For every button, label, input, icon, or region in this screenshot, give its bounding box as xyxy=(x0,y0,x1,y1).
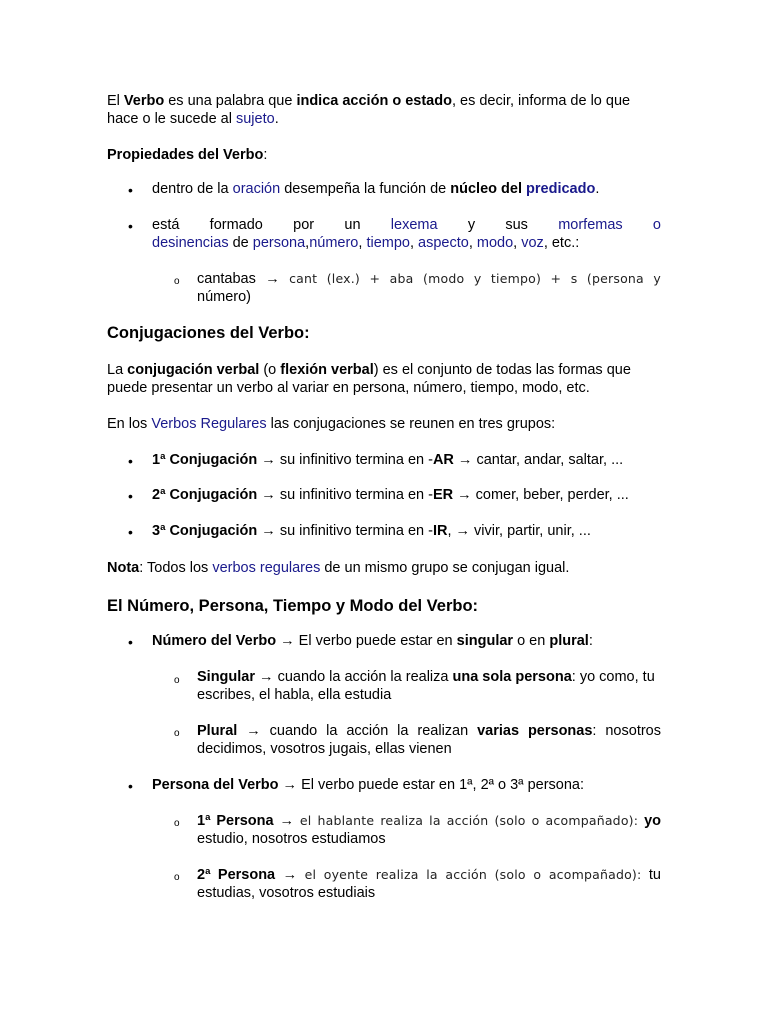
conjugaciones-heading: Conjugaciones del Verbo: xyxy=(107,324,310,342)
conjugacion-item-1: 1ª Conjugación → su infinitivo termina en -AR → cantar, andar, saltar, ... xyxy=(152,452,624,468)
desinencias-link[interactable]: desinencias xyxy=(152,235,229,251)
bullet-icon: • xyxy=(128,634,133,650)
segunda-persona-item-line2: estudias, vosotros estudiais xyxy=(197,885,376,901)
bullet-icon: • xyxy=(128,182,133,198)
circle-bullet-icon: o xyxy=(174,675,180,686)
predicado-link[interactable]: predicado xyxy=(526,181,596,197)
segunda-persona-item: 2ª Persona → el oyente realiza la acción (solo o acompañado): tu xyxy=(197,867,661,883)
morfemas-link[interactable]: morfemas xyxy=(558,217,623,233)
lexema-link[interactable]: lexema xyxy=(390,217,438,233)
bullet-icon: • xyxy=(128,218,133,234)
numero-link[interactable]: número xyxy=(309,235,359,251)
persona-link[interactable]: persona xyxy=(252,235,306,251)
circle-bullet-icon: o xyxy=(174,276,180,287)
numero-item: Número del Verbo → El verbo puede estar en singular o en plural: xyxy=(152,633,593,649)
circle-bullet-icon: o xyxy=(174,872,180,883)
bullet-icon: • xyxy=(128,778,133,794)
circle-bullet-icon: o xyxy=(174,818,180,829)
primera-persona-item: 1ª Persona → el hablante realiza la acción (solo o acompañado): yo xyxy=(197,813,662,829)
regulares-paragraph: En los Verbos Regulares las conjugaciones se reunen en tres grupos: xyxy=(107,416,556,432)
conjugacion-paragraph: La conjugación verbal (o flexión verbal) es el conjunto de todas las formas que puede presentar un verbo al variar en persona, número, tiempo, modo, etc. xyxy=(107,362,631,396)
propiedades-item-2-line2: desinencias de persona,número, tiempo, aspecto, modo, voz, etc.: xyxy=(152,235,580,251)
verbos-regulares-link-2[interactable]: verbos regulares xyxy=(212,560,321,576)
bullet-icon: • xyxy=(128,453,133,469)
cantabas-example: cantabas → cant (lex.) + aba (modo y tiempo) + s (persona y xyxy=(197,271,661,287)
verbo-term: Verbo xyxy=(123,93,165,109)
numero-persona-heading: El Número, Persona, Tiempo y Modo del Verbo: xyxy=(107,597,479,615)
voz-link[interactable]: voz xyxy=(521,235,544,251)
persona-item: Persona del Verbo → El verbo puede estar en 1ª, 2ª o 3ª persona: xyxy=(152,777,585,793)
conjugacion-item-3: 3ª Conjugación → su infinitivo termina en -IR, → vivir, partir, unir, ... xyxy=(152,523,591,539)
indica-term: indica acción o estado xyxy=(296,93,452,109)
bullet-icon: • xyxy=(128,524,133,540)
intro-paragraph: El Verbo es una palabra que indica acción o estado, es decir, informa de lo que hace o le sucede al sujeto. xyxy=(107,93,631,127)
conjugacion-item-2: 2ª Conjugación → su infinitivo termina en -ER → comer, beber, perder, ... xyxy=(152,487,629,503)
tiempo-link[interactable]: tiempo xyxy=(366,235,410,251)
bullet-icon: • xyxy=(128,488,133,504)
plural-item: Plural → cuando la acción la realizan varias personas: nosotros decidimos, vosotros jugais, ellas vienen xyxy=(197,723,661,757)
singular-item: Singular → cuando la acción la realiza una sola persona: yo como, tu escribes, el habla, ella estudia xyxy=(197,669,655,703)
nota-paragraph: Nota: Todos los verbos regulares de un mismo grupo se conjugan igual. xyxy=(107,560,570,576)
modo-link[interactable]: modo xyxy=(476,235,514,251)
sujeto-link[interactable]: sujeto xyxy=(235,111,275,127)
oracion-link[interactable]: oración xyxy=(232,181,281,197)
propiedades-item-1: dentro de la oración desempeña la función de núcleo del predicado. xyxy=(152,181,600,197)
propiedades-item-2: está formado por un lexema y sus morfemas o xyxy=(152,217,661,233)
aspecto-link[interactable]: aspecto xyxy=(418,235,469,251)
verbos-regulares-link[interactable]: Verbos Regulares xyxy=(151,416,267,432)
cantabas-example-line2: número) xyxy=(197,289,251,305)
circle-bullet-icon: o xyxy=(174,728,180,739)
primera-persona-item-line2: estudio, nosotros estudiamos xyxy=(197,831,386,847)
propiedades-label: Propiedades del Verbo: xyxy=(107,147,268,163)
